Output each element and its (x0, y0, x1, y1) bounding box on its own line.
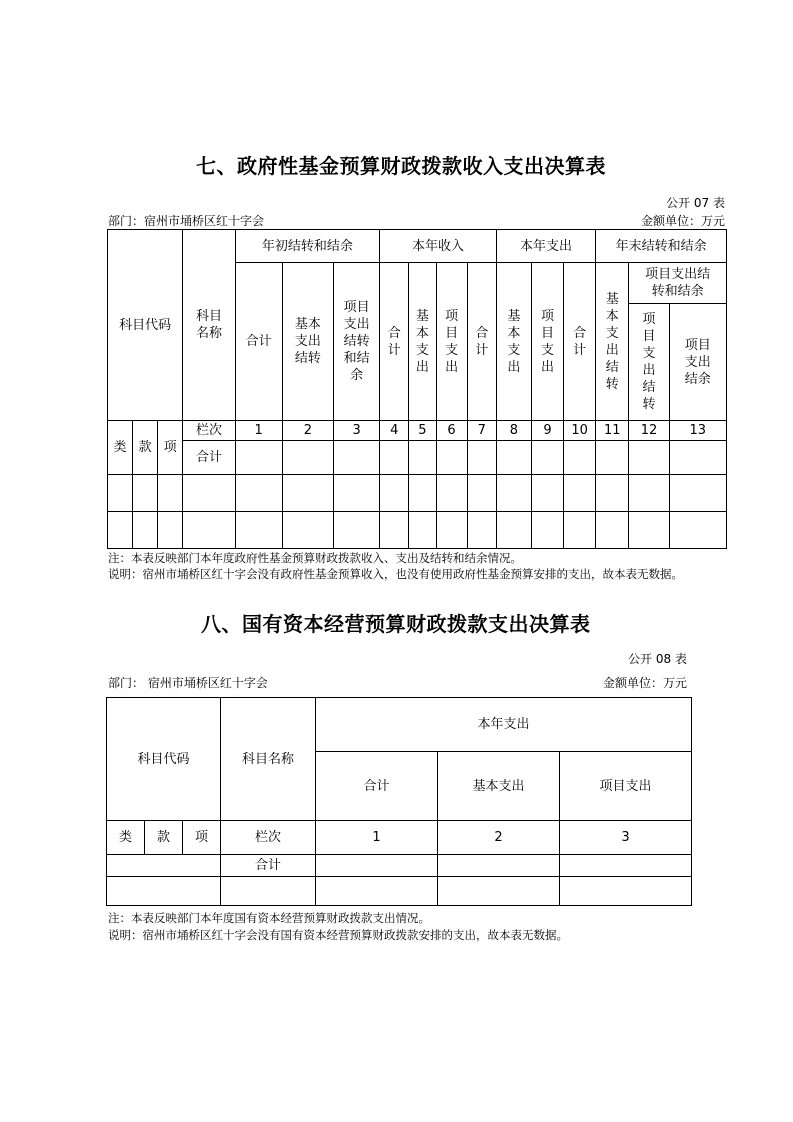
table7-department: 部门：宿州市埇桥区红十字会 (108, 214, 265, 228)
table7-title: 七、政府性基金预算财政拨款收入支出决算表 (196, 154, 606, 178)
col-begin-project: 项目 支出 结转 和结 余 (334, 263, 380, 421)
col-end-basic: 基 本 支 出 结 转 (596, 263, 629, 421)
col-income-total: 合 计 (380, 263, 409, 421)
table7 (107, 229, 727, 549)
table8 (106, 697, 692, 906)
table8-department: 部门： 宿州市埇桥区红十字会 (108, 676, 268, 690)
label-lei: 类 (107, 821, 145, 855)
col-total: 合计 (316, 752, 438, 821)
col-expense-basic: 基 本 支 出 (496, 263, 531, 421)
table7-unit: 金额单位：万元 (640, 214, 725, 228)
header-current-expense: 本年支出 (316, 698, 692, 752)
table8-note: 注：本表反映部门本年度国有资本经营预算财政拨款支出情况。 (108, 911, 430, 925)
col-begin-basic: 基本 支出 结转 (282, 263, 333, 421)
label-total: 合计 (183, 441, 235, 475)
table8-title: 八、国有资本经营预算财政拨款支出决算表 (201, 612, 591, 636)
label-xiang: 项 (183, 821, 221, 855)
column-number: 2 (282, 421, 333, 441)
col-expense-total: 合 计 (564, 263, 596, 421)
label-total: 合计 (221, 855, 316, 877)
col-income-project: 项 目 支 出 (436, 263, 467, 421)
table8-explanation: 说明：宿州市埇桥区红十字会没有国有资本经营预算财政拨款安排的支出，故本表无数据。 (108, 928, 568, 942)
column-number: 3 (560, 821, 692, 855)
header-subject-code: 科目代码 (108, 230, 183, 421)
column-number: 10 (564, 421, 596, 441)
column-number: 6 (436, 421, 467, 441)
col-income-sum: 合 计 (467, 263, 496, 421)
table7-note: 注：本表反映部门本年度政府性基金预算财政拨款收入、支出及结转和结余情况。 (108, 551, 522, 565)
label-lei: 类 (108, 421, 133, 475)
table-row (107, 877, 692, 906)
header-ending-balance: 年末结转和结余 (596, 230, 727, 263)
column-number: 3 (334, 421, 380, 441)
column-number: 1 (316, 821, 438, 855)
column-number: 9 (531, 421, 563, 441)
column-number: 8 (496, 421, 531, 441)
table-row (108, 512, 727, 549)
table-row (108, 475, 727, 512)
label-kuan: 款 (145, 821, 183, 855)
column-number: 12 (629, 421, 669, 441)
col-end-project-surplus: 项目 支出 结余 (669, 304, 726, 421)
col-end-project-carry: 项 目 支 出 结 转 (629, 304, 669, 421)
column-number: 5 (409, 421, 436, 441)
column-number: 4 (380, 421, 409, 441)
col-end-project-group: 项目支出结 转和结余 (629, 263, 727, 304)
col-expense-project: 项 目 支 出 (531, 263, 563, 421)
header-subject-name: 科目 名称 (183, 230, 235, 421)
label-column-number: 栏次 (221, 821, 316, 855)
col-project-expense: 项目支出 (560, 752, 692, 821)
col-income-basic: 基 本 支 出 (409, 263, 436, 421)
label-column-number: 栏次 (183, 421, 235, 441)
column-number: 2 (438, 821, 560, 855)
label-xiang: 项 (158, 421, 183, 475)
header-current-expense: 本年支出 (496, 230, 595, 263)
table7-code: 公开 07 表 (666, 196, 725, 210)
column-number: 7 (467, 421, 496, 441)
header-subject-name: 科目名称 (221, 698, 316, 821)
header-beginning-balance: 年初结转和结余 (235, 230, 380, 263)
column-number: 13 (669, 421, 726, 441)
header-current-income: 本年收入 (380, 230, 497, 263)
table8-code: 公开 08 表 (628, 652, 687, 666)
col-basic-expense: 基本支出 (438, 752, 560, 821)
column-number: 1 (235, 421, 282, 441)
label-kuan: 款 (133, 421, 158, 475)
header-subject-code: 科目代码 (107, 698, 221, 821)
col-begin-total: 合计 (235, 263, 282, 421)
table8-unit: 金额单位：万元 (602, 676, 687, 690)
column-number: 11 (596, 421, 629, 441)
table7-explanation: 说明：宿州市埇桥区红十字会没有政府性基金预算收入，也没有使用政府性基金预算安排的支出，故本表无数据。 (108, 567, 683, 581)
